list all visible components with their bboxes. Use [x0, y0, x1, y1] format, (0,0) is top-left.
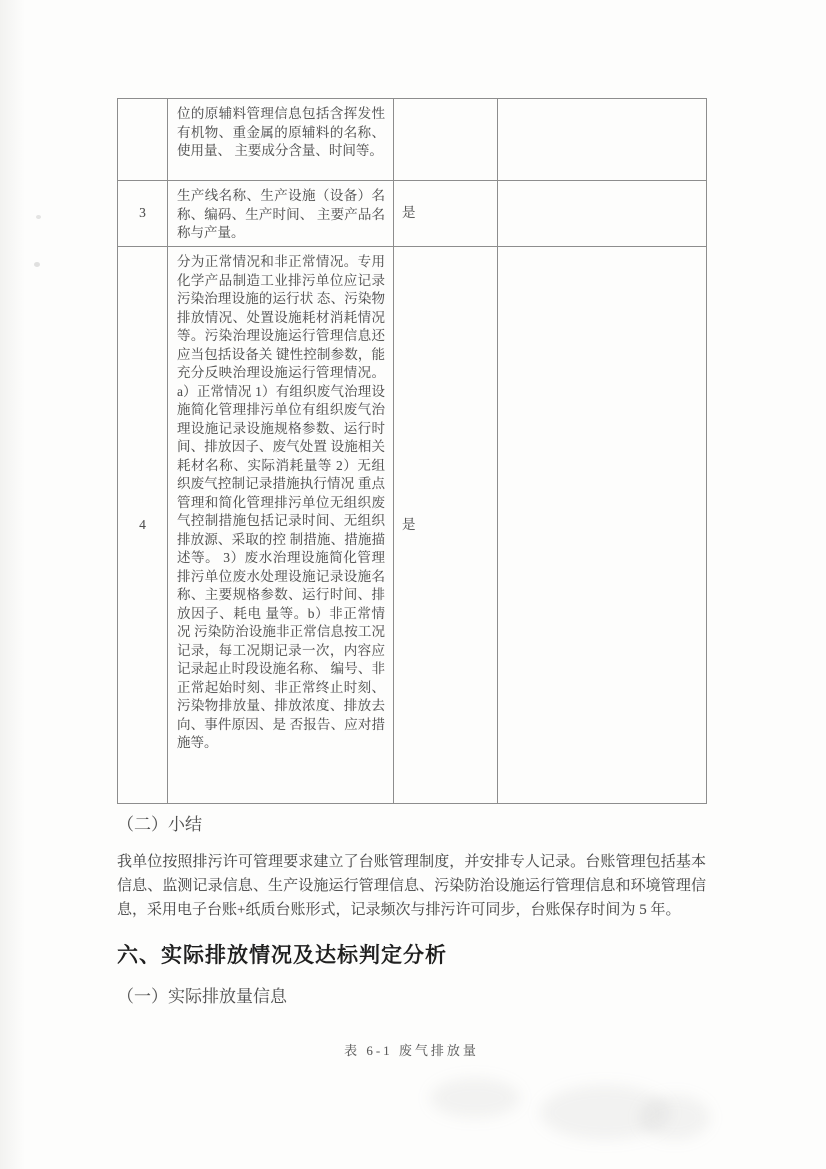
- remark-cell: [498, 99, 707, 181]
- bleed-through-smudge: [430, 1078, 520, 1118]
- section-heading: 六、实际排放情况及达标判定分析: [117, 944, 447, 967]
- row-description-cell: 生产线名称、生产设施（设备）名称、编码、生产时间、 主要产品名称与产量。: [168, 181, 394, 247]
- bleed-through-smudge: [540, 1085, 670, 1140]
- row-description-cell: 分为正常情况和非正常情况。专用化学产品制造工业排污单位应记录污染治理设施的运行状 态、污染物排放情况、处置设施耗材消耗情况等。污染治理设施运行管理信息还应当包括设备关 键性控制参数，能充分反映治理设施运行管理情况。 a）正常情况 1）有组织废气治理设施简化管理排污单位有组织废气治理设施记录设施规格参数、运行时间、排放因子、废气处置 设施相关耗材名称、实际消耗量等 2）无组织废气控制记录措施执行情况 重点管理和简化管理排污单位无组织废气控制措施包括记录时间、无组织排放源、采取的控 制措施、措施描述等。 3）废水治理设施简化管理排污单位废水处理设施记录设施名称、主要规格参数、运行时间、排放因子、耗电 量等。b）非正常情况 污染防治设施非正常信息按工况记录，每工况期记录一次，内容应记录起止时段设施名称、 编号、非正常起始时刻、非正常终止时刻、污染物排放量、排放浓度、排放去向、事件原因、是 否报告、应对措施等。: [168, 247, 394, 804]
- row-number-cell: 3: [118, 181, 168, 247]
- scan-speck: [34, 262, 40, 267]
- row-number-cell: [118, 99, 168, 181]
- recorded-flag-cell: 是: [394, 247, 498, 804]
- summary-paragraph: 我单位按照排污许可管理要求建立了台账管理制度，并安排专人记录。台账管理包括基本信息、监测记录信息、生产设施运行管理信息、污染防治设施运行管理信息和环境管理信息，采用电子台账+纸质台账形式，记录频次与排污许可同步，台账保存时间为 5 年。: [117, 854, 706, 918]
- remark-cell: [498, 247, 707, 804]
- recorded-flag-cell: 是: [394, 181, 498, 247]
- subsection-title-summary: （二）小结: [117, 815, 202, 834]
- page-content: [117, 98, 706, 1060]
- recorded-flag-cell: [394, 99, 498, 181]
- remark-cell: [498, 181, 707, 247]
- table-row-4: [118, 247, 707, 804]
- table-row-continued: [118, 99, 707, 181]
- table-row-3: [118, 181, 707, 247]
- subsection-title-emissions: （一）实际排放量信息: [117, 987, 287, 1006]
- row-description-cell: 位的原辅料管理信息包括含挥发性有机物、重金属的原辅料的名称、使用量、 主要成分含量、时间等。: [168, 99, 394, 181]
- scan-speck: [36, 215, 41, 219]
- row-number-cell: 4: [118, 247, 168, 804]
- ledger-record-table: [117, 98, 707, 804]
- ledger-record-table-body: [118, 99, 707, 804]
- table-caption: 表 6-1 废气排放量: [344, 1043, 479, 1058]
- bleed-through-smudge: [640, 1095, 710, 1140]
